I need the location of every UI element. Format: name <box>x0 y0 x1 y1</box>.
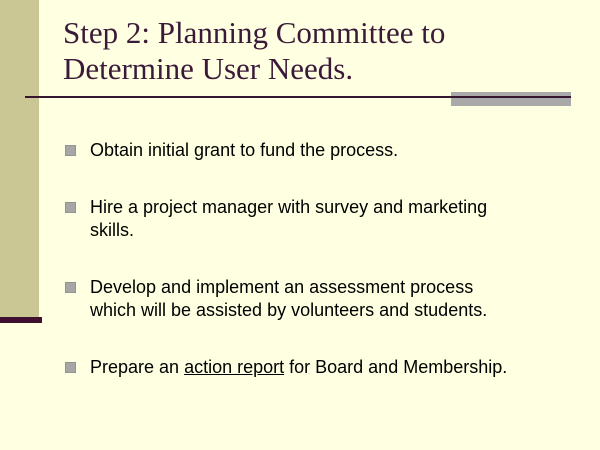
bullet-text-line: skills. <box>90 220 134 240</box>
title-divider-line <box>25 96 571 98</box>
bullet-item-action-report <box>65 356 507 379</box>
bullet-text <box>90 139 398 162</box>
bullet-text <box>90 196 487 242</box>
square-bullet-icon <box>65 362 76 373</box>
bullet-text-segment: Prepare an <box>90 357 185 377</box>
bullet-text-line <box>90 356 507 379</box>
bullet-text-underlined-segment: action report <box>184 357 285 377</box>
bullet-item-hire-manager <box>65 196 487 242</box>
bullet-text-line: Hire a project manager with survey and marketing <box>90 197 488 217</box>
bullet-item-obtain-grant <box>65 139 398 162</box>
title-line-1: Step 2: Planning Committee to <box>63 15 446 50</box>
bullet-text <box>90 356 507 379</box>
bullet-text <box>90 276 487 322</box>
bullet-text-segment: for Board and Membership. <box>284 357 508 377</box>
bullet-text-line: Develop and implement an assessment process <box>90 277 474 297</box>
square-bullet-icon <box>65 282 76 293</box>
square-bullet-icon <box>65 202 76 213</box>
square-bullet-icon <box>65 145 76 156</box>
right-accent-bar <box>451 92 571 106</box>
bullet-item-assessment-process <box>65 276 487 322</box>
bullet-text-line: Obtain initial grant to fund the process. <box>90 140 399 160</box>
title-line-2: Determine User Needs. <box>63 51 354 86</box>
bullet-text-line: which will be assisted by volunteers and students. <box>90 300 488 320</box>
